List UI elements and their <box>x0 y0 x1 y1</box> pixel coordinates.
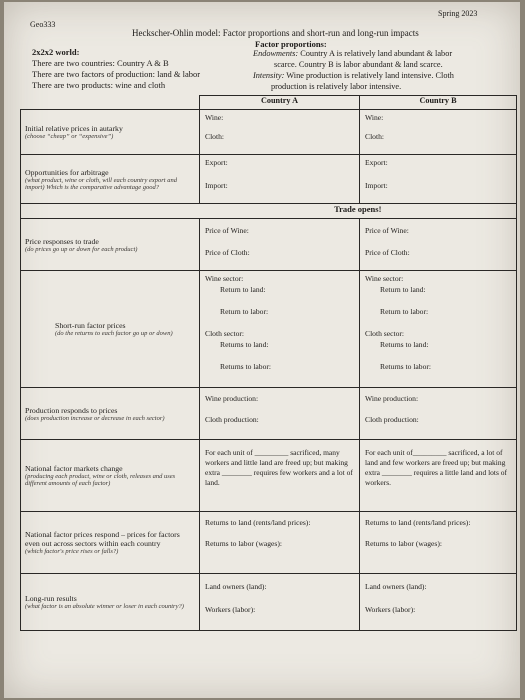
cell-field: Returns to land: <box>220 340 269 349</box>
country-b-cell[interactable] <box>360 155 517 204</box>
row-hint: (do prices go up or down for each product) <box>25 245 138 253</box>
term-label: Spring 2023 <box>438 9 478 18</box>
cell-field: Return to labor: <box>380 307 429 316</box>
country-a-cell[interactable] <box>200 155 360 204</box>
endowments-line <box>253 49 452 58</box>
country-a-cell[interactable] <box>200 574 360 631</box>
row-label <box>21 219 200 271</box>
table-row <box>21 219 517 271</box>
row-title: Long-run results <box>25 594 77 603</box>
row-title: National factor prices respond – prices for factors even out across sectors within each country <box>25 530 180 548</box>
cell-field: Returns to labor (wages): <box>365 539 442 548</box>
cell-field: Price of Wine: <box>205 226 249 235</box>
cell-field: Wine: <box>205 113 224 122</box>
row-label <box>21 512 200 574</box>
table-header <box>21 96 517 110</box>
country-b-cell[interactable] <box>360 219 517 271</box>
intensity-line <box>253 71 454 80</box>
cell-field: Price of Wine: <box>365 226 409 235</box>
table-row <box>21 574 517 631</box>
cell-field: Returns to land: <box>380 340 429 349</box>
world-heading: 2x2x2 world: <box>32 47 80 57</box>
cell-field: Wine production: <box>365 394 419 403</box>
row-title: Price responses to trade <box>25 236 99 246</box>
row-label <box>21 388 200 440</box>
table-row <box>21 440 517 512</box>
table-row <box>21 388 517 440</box>
country-a-cell[interactable] <box>200 388 360 440</box>
cell-field: Land owners (land): <box>365 582 427 591</box>
cell-field: Wine sector: <box>365 274 404 283</box>
country-a-cell[interactable]: For each unit of _________ sacrificed, many workers and little land are freed up; but making extra ________ requires few workers and a lot of land. <box>200 440 360 512</box>
row-hint: (which factor's price rises or falls?) <box>25 548 119 555</box>
cell-field: Return to labor: <box>220 307 269 316</box>
row-title: Production responds to prices <box>25 405 118 415</box>
row-title: National factor markets change <box>25 464 123 473</box>
row-hint: (does production increase or decrease in each sector) <box>25 414 165 422</box>
country-b-cell[interactable] <box>360 271 517 388</box>
cell-field: Return to land: <box>380 285 426 294</box>
row-hint: (producing each product, wine or cloth, releases and uses different amounts of each factor) <box>25 473 176 487</box>
country-b-cell[interactable] <box>360 512 517 574</box>
endowments-text: Country A is relatively land abundant & labor <box>300 49 453 58</box>
cell-field: Returns to labor: <box>220 362 272 371</box>
country-a-cell[interactable] <box>200 219 360 271</box>
cell-field: Cloth sector: <box>205 329 245 338</box>
row-label <box>21 271 200 388</box>
row-title: Short-run factor prices <box>55 321 126 330</box>
cell-field: Export: <box>365 158 388 167</box>
endowments-label: Endowments: <box>253 49 299 58</box>
row-label <box>21 110 200 155</box>
intensity-line-2: production is relatively labor intensive. <box>271 82 402 91</box>
cell-field: Import: <box>205 181 228 190</box>
country-b-cell[interactable] <box>360 388 517 440</box>
cell-field: Return to land: <box>220 285 266 294</box>
cell-field: Returns to land (rents/land prices): <box>365 518 471 527</box>
cell-field: Import: <box>365 181 388 190</box>
cell-field: Export: <box>205 158 228 167</box>
trade-opens-row <box>21 204 517 219</box>
cell-field: Returns to land (rents/land prices): <box>205 518 311 527</box>
row-title: Initial relative prices in autarky <box>25 124 123 133</box>
row-hint: (what factor is an absolute winner or loser in each country?) <box>25 603 184 610</box>
country-b-cell[interactable]: For each unit of_________ sacrificed, a lot of land and few workers are freed up; but making extra ________ requires a little land and lots of workers. <box>360 440 517 512</box>
row-label <box>21 155 200 204</box>
row-label <box>21 574 200 631</box>
cell-field: Workers (labor): <box>205 605 256 614</box>
intensity-label: Intensity: <box>253 71 285 80</box>
table-row <box>21 155 517 204</box>
cell-field: Cloth: <box>365 132 384 141</box>
world-line: There are two countries: Country A & B <box>32 58 169 68</box>
intensity-text: Wine production is relatively land intensive. Cloth <box>286 71 454 80</box>
row-label <box>21 440 200 512</box>
country-a-cell[interactable] <box>200 512 360 574</box>
cell-field: Returns to labor: <box>380 362 432 371</box>
row-title: Opportunities for arbitrage <box>25 167 109 177</box>
table-row <box>21 110 517 155</box>
cell-field: Land owners (land): <box>205 582 267 591</box>
table-row <box>21 512 517 574</box>
country-b-cell[interactable] <box>360 110 517 155</box>
worksheet-title: Heckscher-Ohlin model: Factor proportions and short-run and long-run impacts <box>132 28 419 38</box>
cell-field: Workers (labor): <box>365 605 416 614</box>
country-b-cell[interactable] <box>360 574 517 631</box>
row-hint: (do the returns to each factor go up or down) <box>55 330 173 337</box>
cell-field: Cloth sector: <box>365 329 405 338</box>
factor-proportions-heading: Factor proportions: <box>255 39 327 49</box>
cell-field: Wine production: <box>205 394 259 403</box>
endowments-line-2: scarce. Country B is labor abundant & land scarce. <box>274 60 443 69</box>
world-line: There are two products: wine and cloth <box>32 80 166 90</box>
cell-field: Wine sector: <box>205 274 244 283</box>
row-hint: (choose “cheap” or “expensive”) <box>25 133 114 140</box>
header-blank <box>21 96 200 110</box>
country-a-header: Country A <box>200 96 360 110</box>
trade-opens-label: Trade opens! <box>200 204 517 219</box>
country-a-cell[interactable] <box>200 110 360 155</box>
course-code: Geo333 <box>30 20 56 29</box>
cell-field: Price of Cloth: <box>365 248 410 257</box>
cell-field: Cloth production: <box>205 415 259 424</box>
cell-field: Price of Cloth: <box>205 248 250 257</box>
country-a-cell[interactable] <box>200 271 360 388</box>
trade-blank <box>21 204 200 219</box>
cell-field: Cloth production: <box>365 415 419 424</box>
country-b-header: Country B <box>360 96 517 110</box>
table-row <box>21 271 517 388</box>
cell-field: Wine: <box>365 113 384 122</box>
row-hint: (what product, wine or cloth, will each country export and import) Which is the comparative advantage good? <box>25 176 177 191</box>
cell-field: Returns to labor (wages): <box>205 539 282 548</box>
cell-field: Cloth: <box>205 132 224 141</box>
world-line: There are two factors of production: land & labor <box>32 69 201 79</box>
worksheet-table <box>20 95 517 631</box>
